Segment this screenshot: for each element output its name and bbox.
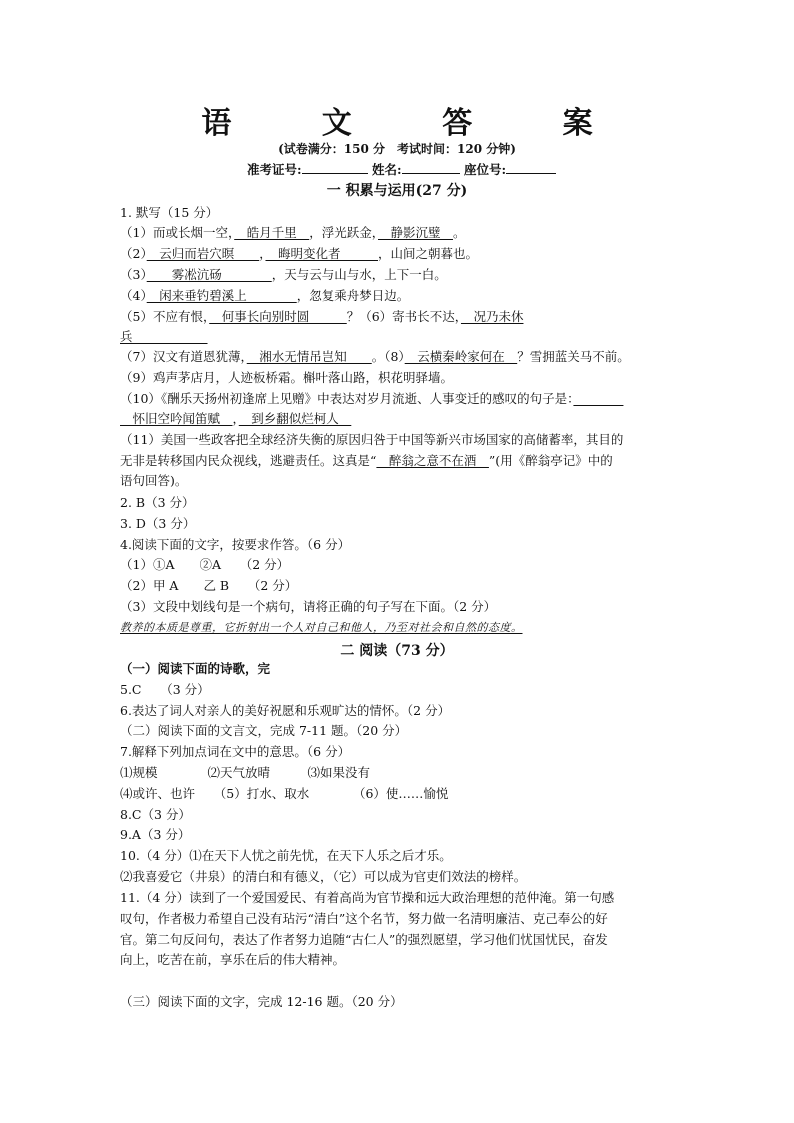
q1-l2-mid: ， bbox=[259, 246, 266, 261]
q1-l5-mid: ？（6）寄书长不达， bbox=[346, 309, 461, 324]
q1-l3-pre: （3） bbox=[120, 267, 147, 282]
q1-l3-answer: 雾凇沆砀 bbox=[146, 267, 272, 282]
q1-l4-end: ，忽复乘舟梦日边。 bbox=[296, 288, 410, 303]
name-blank bbox=[402, 161, 460, 174]
q1-l4-pre: （4） bbox=[120, 288, 147, 303]
q10-answer2: ⑵我喜爱它（井泉）的清白和有德义，（它）可以成为官吏们效法的榜样。 bbox=[120, 869, 527, 884]
q1-l1-answer1: 皓月千里 bbox=[234, 225, 310, 240]
q1-line9 bbox=[120, 390, 623, 408]
part1-heading: （一）阅读下面的诗歌，完 bbox=[120, 661, 271, 676]
registration-line bbox=[247, 160, 556, 178]
q1-l1-pre: （1）而或长烟一空， bbox=[120, 225, 235, 240]
q1-l4-answer: 闲来垂钓碧溪上 bbox=[146, 288, 297, 303]
q8-answer: 8.C（3 分） bbox=[120, 807, 191, 822]
page-title: 语 文 答 案 bbox=[201, 106, 633, 141]
q1-l1-mid: ，浮光跃金， bbox=[309, 225, 378, 240]
q1-l9-blank bbox=[573, 391, 623, 406]
q1-l7-mid: 。（8） bbox=[371, 349, 405, 364]
q1-l5-pre: （5）不应有恨， bbox=[120, 309, 210, 324]
q7-answers-a: ⑴规模 ⑵天气放晴 ⑶如果没有 bbox=[120, 765, 371, 780]
q1-l7-end: ？雪拥蓝关马不前。 bbox=[517, 349, 630, 364]
exam-meta: (试卷满分：150 分 考试时间：120 分钟) bbox=[278, 142, 516, 156]
q1-line10 bbox=[120, 410, 351, 428]
q1-l7-pre: （7）汉文有道恩犹薄， bbox=[120, 349, 247, 364]
q1-l12-answer: 醉翁之意不在酒 bbox=[376, 453, 489, 468]
reg-id-label: 准考证号: bbox=[247, 162, 302, 177]
seat-label: 座位号: bbox=[463, 162, 507, 177]
q1-line13: 语句回答)。 bbox=[120, 473, 188, 488]
q11-line3: 官。第二句反问句，表达了作者努力追随“古仁人”的强烈愿望，学习他们忧国忧民，奋发 bbox=[120, 932, 608, 947]
q1-l2-answer1: 云归而岩穴暝 bbox=[146, 246, 260, 261]
q11-line1: 11.（4 分）读到了一个爱国爱民、有着高尚为官节操和远大政治理想的范仲淹。第一句感 bbox=[120, 890, 615, 905]
q1-line2 bbox=[120, 245, 478, 263]
q1-l10-answer1: 怀旧空吟闻笛赋 bbox=[120, 411, 233, 426]
part2-heading: （二）阅读下面的文言文，完成 7-11 题。（20 分） bbox=[120, 723, 408, 738]
q1-l6-answer: 兵 bbox=[120, 329, 208, 344]
q7-answers-b: ⑷或许、也许 （5）打水、取水 （6）使……愉悦 bbox=[120, 786, 449, 801]
q1-l5-answer1: 何事长向别时圆 bbox=[209, 309, 347, 324]
name-label: 姓名: bbox=[371, 162, 402, 177]
q1-l1-end: 。 bbox=[453, 225, 466, 240]
q4-prompt3: （3）文段中划线句是一个病句，请将正确的句子写在下面。（2 分） bbox=[120, 599, 497, 614]
q11-line2: 叹句，作者极力希望自己没有玷污“清白”这个名节，努力做一名清明廉洁、克己奉公的好 bbox=[120, 911, 608, 926]
q1-line4 bbox=[120, 287, 409, 305]
q1-l1-answer2: 静影沉璧 bbox=[378, 225, 454, 240]
q3-answer: 3. D（3 分） bbox=[120, 516, 196, 531]
q9-answer: 9.A（3 分） bbox=[120, 827, 191, 842]
q4-answer2: （2）甲 A 乙 B （2 分） bbox=[120, 578, 298, 593]
q1-l3-end: ，天与云与山与水，上下一白。 bbox=[271, 267, 447, 282]
q2-answer: 2. B（3 分） bbox=[120, 495, 195, 510]
q1-l7-answer1: 湘水无情吊岂知 bbox=[246, 349, 372, 364]
q4-answer1: （1）①A ②A （2 分） bbox=[120, 557, 290, 572]
q1-l2-pre: （2） bbox=[120, 246, 147, 261]
q4-handwritten-answer: 教养的本质是尊重，它折射出一个人对自己和他人，乃至对社会和自然的态度。 bbox=[120, 621, 523, 634]
q1-l2-end: ，山间之朝暮也。 bbox=[378, 246, 479, 261]
q1-l9-pre: （10）《酬乐天扬州初逢席上见赠》中表达对岁月流逝、人事变迁的感叹的句子是： bbox=[120, 391, 574, 406]
q1-line12 bbox=[120, 452, 613, 470]
q5-answer: 5.C （3 分） bbox=[120, 682, 210, 697]
q1-l12-end: ”(用《醉翁亭记》中的 bbox=[488, 453, 613, 468]
q7-title: 7.解释下列加点词在文中的意思。（6 分） bbox=[120, 744, 351, 759]
section1-heading: 一 积累与运用(27 分) bbox=[326, 183, 468, 199]
q4-title: 4.阅读下面的文字，按要求作答。（6 分） bbox=[120, 537, 351, 552]
q1-line1 bbox=[120, 224, 466, 242]
q1-title: 1. 默写（15 分） bbox=[120, 205, 219, 220]
q10-answer1: 10.（4 分）⑴在天下人忧之前先忧，在天下人乐之后才乐。 bbox=[120, 848, 452, 863]
reg-id-blank bbox=[302, 161, 368, 174]
q1-l10-answer2: 到乡翻似烂柯人 bbox=[238, 411, 352, 426]
q1-line6 bbox=[120, 328, 208, 346]
q1-line11: （11）美国一些政客把全球经济失衡的原因归咎于中国等新兴市场国家的高储蓄率，其目的 bbox=[120, 432, 624, 447]
q1-line7 bbox=[120, 348, 630, 366]
q6-answer: 6.表达了词人对亲人的美好祝愿和乐观旷达的情怀。（2 分） bbox=[120, 703, 451, 718]
q1-l5-answer2: 况乃未休 bbox=[460, 309, 524, 324]
q1-l10-mid: ， bbox=[232, 411, 239, 426]
q11-line4: 向上，吃苦在前，享乐在后的伟大精神。 bbox=[120, 952, 346, 967]
q1-l2-answer2: 晦明变化者 bbox=[265, 246, 378, 261]
section2-heading: 二 阅读（73 分） bbox=[340, 643, 454, 659]
seat-blank bbox=[506, 161, 556, 174]
q1-l12-pre: 无非是转移国内民众视线，逃避责任。这真是“ bbox=[120, 453, 377, 468]
q1-line8: （9）鸡声茅店月，人迹板桥霜。槲叶落山路，枳花明驿墙。 bbox=[120, 370, 453, 385]
q1-line3 bbox=[120, 266, 447, 284]
q1-l7-answer2: 云横秦岭家何在 bbox=[404, 349, 518, 364]
q1-line5 bbox=[120, 308, 523, 326]
part3-heading: （三）阅读下面的文字，完成 12-16 题。（20 分） bbox=[120, 994, 403, 1009]
